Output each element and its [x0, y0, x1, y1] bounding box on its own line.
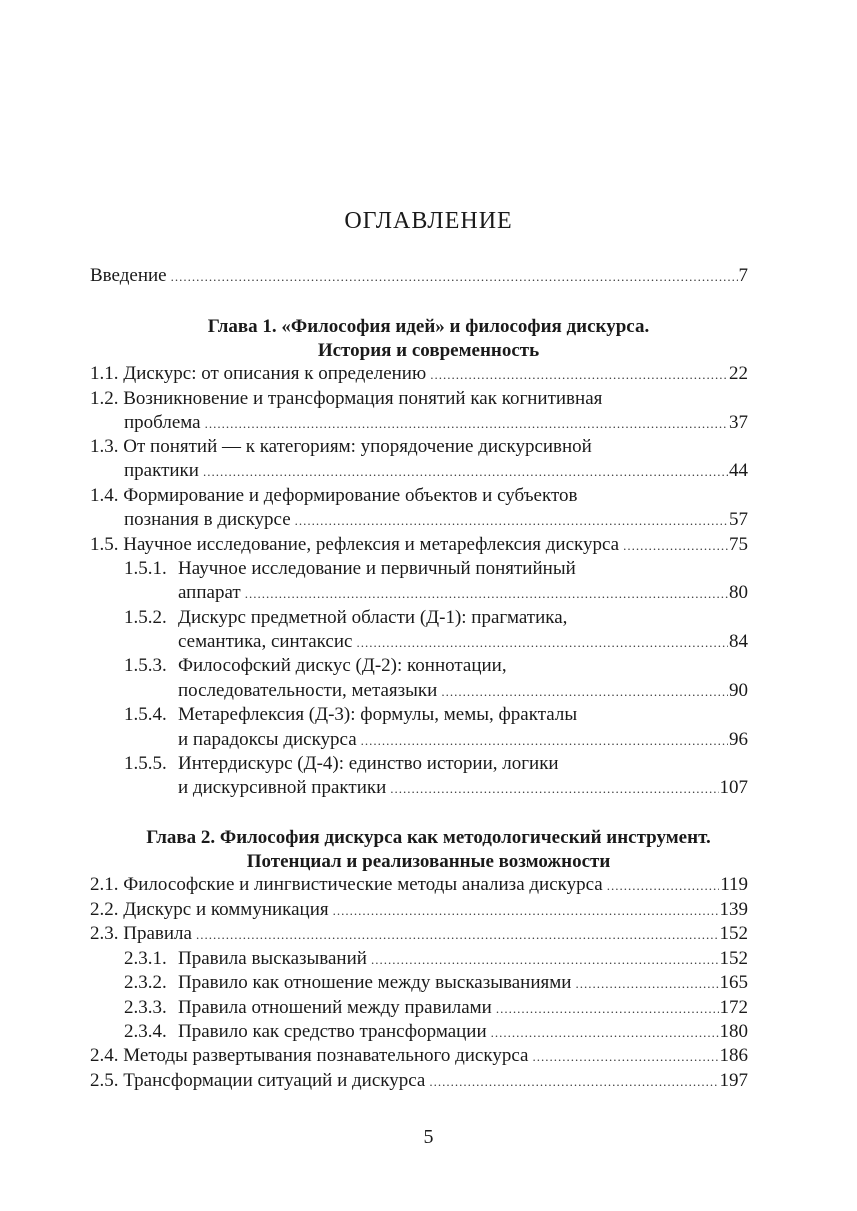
toc-entry-label: познания в дискурсе — [124, 509, 291, 530]
toc-page-number: 57 — [729, 509, 748, 530]
toc-entry-label: 2.3. Правила — [90, 923, 192, 944]
toc-entry-1-4-line1: 1.4. Формирование и деформирование объектов и субъектов — [90, 485, 578, 506]
toc-entry-1-2-line1: 1.2. Возникновение и трансформация понятий как когнитивная — [90, 388, 603, 409]
page-number: 5 — [423, 1126, 434, 1148]
toc-entry-label: семантика, синтаксис — [178, 631, 353, 652]
dot-leader — [623, 534, 728, 558]
dot-leader — [441, 680, 728, 704]
toc-page-number: 119 — [720, 874, 748, 895]
toc-entry-label: 2.5. Трансформации ситуаций и дискурса — [90, 1070, 426, 1091]
toc-page-number: 180 — [719, 1021, 748, 1042]
dot-leader — [333, 899, 719, 923]
toc-entry-text: Метарефлексия (Д-3): формулы, мемы, фракталы — [178, 704, 578, 725]
toc-entry-1-5-2 — [178, 630, 748, 654]
toc-page-number: 172 — [719, 997, 748, 1018]
toc-section-number: 1.5.5. — [124, 753, 167, 774]
toc-entry-1-5-4-line1 — [124, 703, 577, 727]
toc-entry-1-4 — [124, 508, 748, 532]
chapter-1-subheading: История и современность — [317, 340, 540, 361]
dot-leader — [496, 997, 719, 1021]
toc-entry-1-5-2-line1 — [124, 606, 567, 630]
toc-entry-1-5-3-line1 — [124, 654, 507, 678]
toc-page-number: 96 — [729, 729, 748, 750]
toc-section-number: 2.3.2. — [124, 972, 167, 993]
toc-entry-text: Правило как отношение между высказываниями — [178, 972, 572, 993]
toc-title: ОГЛАВЛЕНИЕ — [344, 208, 513, 234]
dot-leader — [429, 1070, 718, 1094]
toc-entry-2-4 — [90, 1044, 748, 1068]
dot-leader — [203, 460, 728, 484]
toc-entry-1-5-4 — [178, 728, 748, 752]
toc-page-number: 22 — [729, 363, 748, 384]
toc-entry-2-2 — [90, 898, 748, 922]
dot-leader — [430, 363, 728, 387]
toc-entry-text: Правила отношений между правилами — [178, 997, 492, 1018]
toc-entry-text: Философский дискус (Д-2): коннотации, — [178, 655, 507, 676]
toc-page-number: 186 — [719, 1045, 748, 1066]
toc-page-number: 152 — [719, 923, 748, 944]
toc-entry-1-5-3 — [178, 679, 748, 703]
dot-leader — [295, 509, 728, 533]
toc-entry-2-3 — [90, 922, 748, 946]
toc-entry-label: и дискурсивной практики — [178, 777, 387, 798]
toc-entry-label — [124, 996, 496, 1020]
toc-entry-1-1 — [90, 362, 748, 386]
dot-leader — [361, 729, 728, 753]
toc-entry-label: практики — [124, 460, 199, 481]
toc-page-number: 152 — [719, 948, 748, 969]
toc-entry-label: 2.4. Методы развертывания познавательного дискурса — [90, 1045, 529, 1066]
toc-entry-1-5-1-line1 — [124, 557, 576, 581]
dot-leader — [607, 874, 720, 898]
toc-entry-label: проблема — [124, 412, 201, 433]
toc-entry-label — [124, 1020, 491, 1044]
toc-entry-label — [124, 971, 575, 995]
toc-page-number: 84 — [729, 631, 748, 652]
toc-entry-2-3-4 — [124, 1020, 748, 1044]
toc-section-number: 1.5.2. — [124, 607, 167, 628]
dot-leader — [532, 1045, 718, 1069]
toc-entry-label: аппарат — [178, 582, 241, 603]
toc-entry-text: Научное исследование и первичный понятийный — [178, 558, 576, 579]
toc-entry-label: 2.2. Дискурс и коммуникация — [90, 899, 329, 920]
toc-page-number: 75 — [729, 534, 748, 555]
toc-entry-1-3 — [124, 459, 748, 483]
toc-entry-2-5 — [90, 1069, 748, 1093]
toc-entry-text: Правила высказываний — [178, 948, 367, 969]
dot-leader — [171, 265, 738, 289]
toc-entry-2-3-1 — [124, 947, 748, 971]
toc-section-number: 1.5.3. — [124, 655, 167, 676]
toc-entry-text: Дискурс предметной области (Д-1): прагматика, — [178, 607, 568, 628]
chapter-1-heading: Глава 1. «Философия идей» и философия дискурса. — [207, 316, 650, 337]
toc-entry-1-5-5 — [178, 776, 748, 800]
toc-entry-1-5 — [90, 533, 748, 557]
dot-leader — [390, 777, 718, 801]
dot-leader — [196, 923, 719, 947]
toc-page-number: 90 — [729, 680, 748, 701]
toc-entry-text: Интердискурс (Д-4): единство истории, логики — [178, 753, 559, 774]
toc-entry-2-3-2 — [124, 971, 748, 995]
toc-entry-2-3-3 — [124, 996, 748, 1020]
toc-page-number: 165 — [719, 972, 748, 993]
toc-entry-1-2 — [124, 411, 748, 435]
toc-section-number: 2.3.4. — [124, 1021, 167, 1042]
toc-section-number: 2.3.3. — [124, 997, 167, 1018]
dot-leader — [356, 631, 728, 655]
toc-entry-intro — [90, 264, 748, 288]
toc-page-number: 7 — [738, 265, 748, 286]
toc-entry-label: 1.5. Научное исследование, рефлексия и метарефлексия дискурса — [90, 534, 620, 555]
toc-page-number: 139 — [719, 899, 748, 920]
chapter-2-subheading: Потенциал и реализованные возможности — [246, 851, 611, 872]
dot-leader — [491, 1021, 719, 1045]
toc-entry-label: и парадоксы дискурса — [178, 729, 357, 750]
toc-page-number: 107 — [719, 777, 748, 798]
toc-entry-label: последовательности, метаязыки — [178, 680, 438, 701]
dot-leader — [575, 972, 718, 996]
toc-entry-label: 2.1. Философские и лингвистические методы анализа дискурса — [90, 874, 603, 895]
toc-entry-label — [124, 947, 371, 971]
toc-page-number: 37 — [729, 412, 748, 433]
toc-page-number: 197 — [719, 1070, 748, 1091]
toc-section-number: 1.5.4. — [124, 704, 167, 725]
toc-section-number: 2.3.1. — [124, 948, 167, 969]
toc-entry-1-3-line1: 1.3. От понятий — к категориям: упорядочение дискурсивной — [90, 436, 592, 457]
toc-entry-text: Правило как средство трансформации — [178, 1021, 487, 1042]
dot-leader — [205, 412, 728, 436]
dot-leader — [245, 582, 728, 606]
toc-entry-1-5-5-line1 — [124, 752, 559, 776]
toc-section-number: 1.5.1. — [124, 558, 167, 579]
toc-entry-label: Введение — [90, 265, 167, 286]
toc-page-number: 44 — [729, 460, 748, 481]
toc-entry-2-1 — [90, 873, 748, 897]
chapter-2-heading: Глава 2. Философия дискурса как методологический инструмент. — [146, 827, 711, 848]
toc-page-number: 80 — [729, 582, 748, 603]
toc-entry-label: 1.1. Дискурс: от описания к определению — [90, 363, 427, 384]
dot-leader — [371, 948, 719, 972]
toc-entry-1-5-1 — [178, 581, 748, 605]
